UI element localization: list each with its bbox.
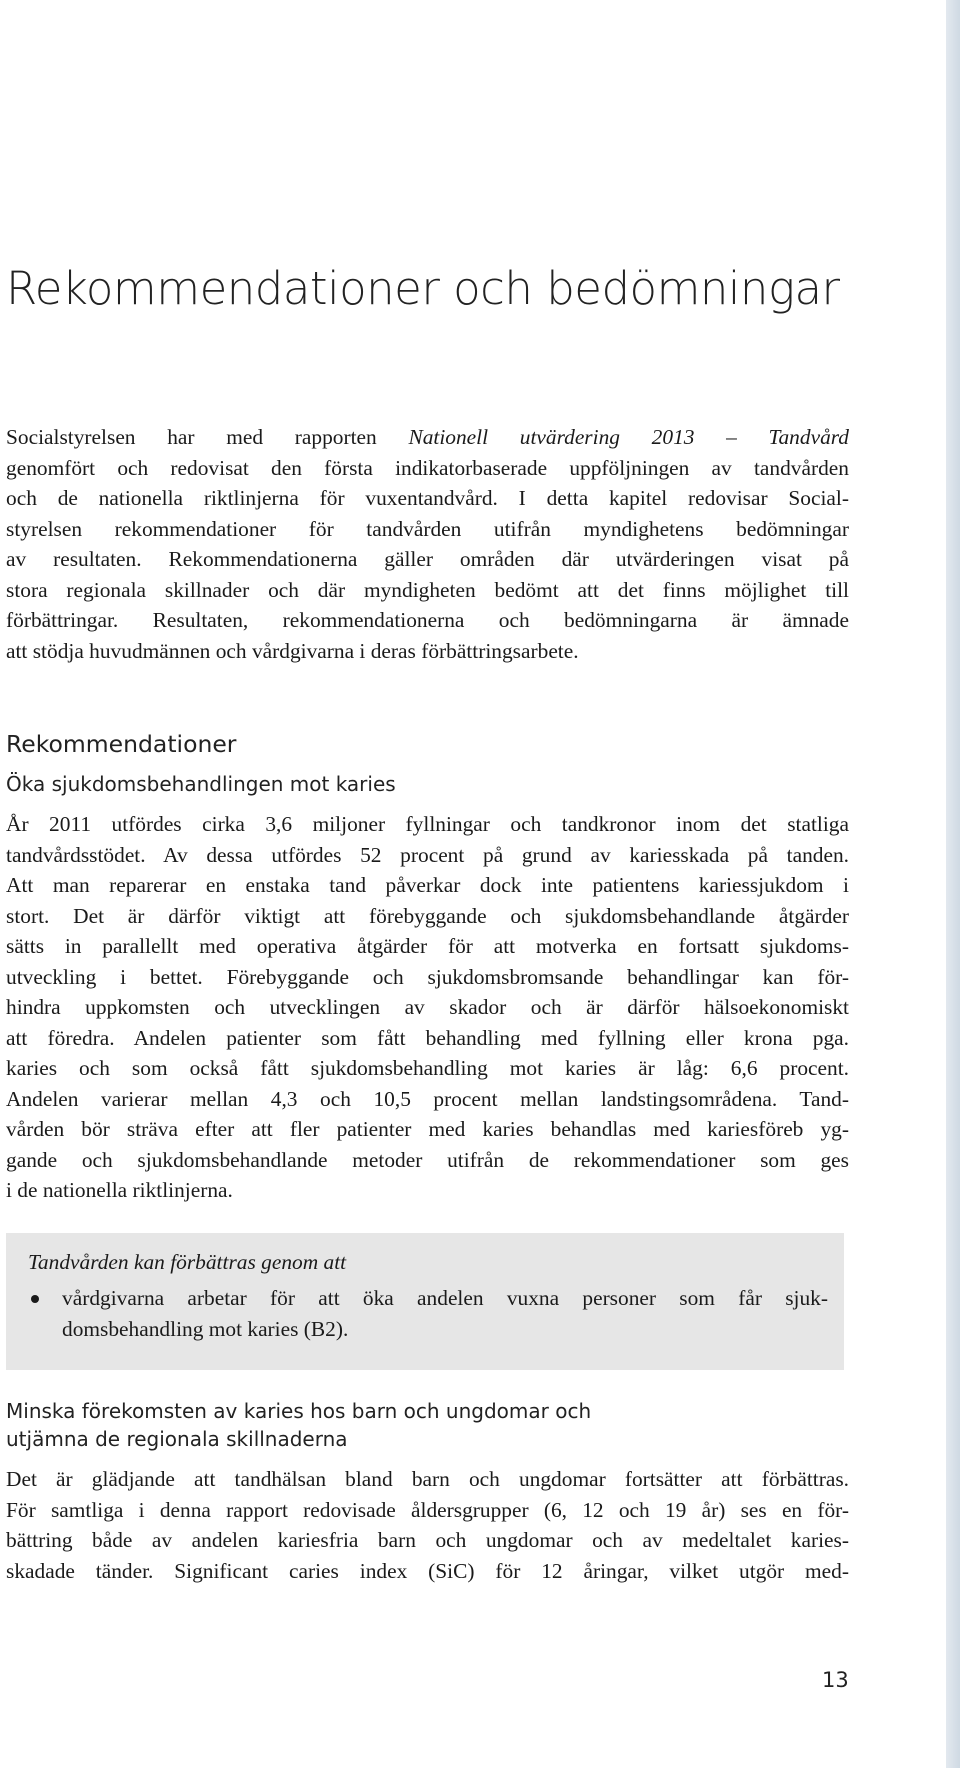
intro-line: att stödja huvudmännen och vårdgivarna i deras förbättringsarbete.	[6, 638, 579, 663]
subheading-line: utjämna de regionala skillnaderna	[6, 1427, 348, 1451]
section1-line: sätts in parallellt med operativa åtgärder för att motverka en fortsatt sjukdoms-	[6, 934, 849, 958]
section1-line: År 2011 utfördes cirka 3,6 miljoner fyllningar och tandkronor inom det statliga	[6, 812, 849, 836]
intro-line: styrelsen rekommendationer för tandvården utifrån myndighetens bedömningar	[6, 516, 849, 541]
intro-line: genomfört och redovisat den första indikatorbaserade uppföljningen av tandvården	[6, 455, 849, 480]
section1-line: i de nationella riktlinjerna.	[6, 1178, 233, 1202]
page-title: Rekommendationer och bedömningar	[6, 262, 840, 315]
section2-line: bättring både av andelen kariesfria barn och ungdomar och av medeltalet karies-	[6, 1528, 849, 1552]
section-heading-rekommendationer: Rekommendationer	[6, 730, 237, 758]
section2-line: Det är glädjande att tandhälsan bland barn och ungdomar fortsätter att förbättras.	[6, 1467, 849, 1491]
section1-line: stort. Det är därför viktigt att förebyggande och sjukdomsbehandlande åtgärder	[6, 903, 849, 928]
section1-line: karies och som också fått sjukdomsbehandling mot karies är låg: 6,6 procent.	[6, 1056, 849, 1080]
recommendation-line: domsbehandling mot karies (B2).	[62, 1316, 349, 1341]
intro-line: stora regionala skillnader och där myndigheten bedömt att det finns möjlighet till	[6, 577, 849, 602]
section1-line: att föredra. Andelen patienter som fått behandling med fyllning eller krona pga.	[6, 1025, 849, 1050]
page-number: 13	[822, 1668, 849, 1692]
section1-line: Att man reparerar en enstaka tand påverkar dock inte patientens kariessjukdom i	[6, 873, 849, 897]
section1-line: utveckling i bettet. Förebyggande och sjukdomsbromsande behandlingar kan för-	[6, 964, 849, 989]
intro-paragraph	[6, 422, 849, 666]
section1-line: Andelen varierar mellan 4,3 och 10,5 procent mellan landstingsområdena. Tand-	[6, 1086, 849, 1111]
recommendation-list	[28, 1283, 828, 1344]
recommendation-box-title: Tandvården kan förbättras genom att	[28, 1250, 347, 1274]
subheading-karies: Öka sjukdomsbehandlingen mot karies	[6, 772, 396, 796]
subheading-line: Minska förekomsten av karies hos barn och ungdomar och	[6, 1399, 592, 1423]
section1-line: hindra uppkomsten och utvecklingen av skador och är därför hälsoekonomiskt	[6, 995, 849, 1019]
section2-line: För samtliga i denna rapport redovisade åldersgrupper (6, 12 och 19 år) ses en för-	[6, 1497, 849, 1522]
subheading-barn-ungdomar	[6, 1397, 591, 1453]
page-edge-bar	[946, 0, 960, 1768]
recommendation-item	[28, 1283, 828, 1344]
section1-paragraph	[6, 809, 849, 1206]
section1-line: gande och sjukdomsbehandlande metoder utifrån de rekommendationer som ges	[6, 1147, 849, 1172]
section2-paragraph	[6, 1464, 849, 1586]
intro-line: Socialstyrelsen har med rapporten Nationell utvärdering 2013 – Tandvård	[6, 425, 849, 449]
report-title-italic: Nationell utvärdering 2013 – Tandvård	[408, 425, 849, 449]
bullet-icon	[31, 1295, 39, 1303]
section1-line: vården bör sträva efter att fler patienter med karies behandlas med kariesföreb yg-	[6, 1117, 849, 1141]
recommendation-line: vårdgivarna arbetar för att öka andelen vuxna personer som får sjuk-	[62, 1286, 828, 1310]
section2-line: skadade tänder. Significant caries index (SiC) för 12 åringar, vilket utgör med-	[6, 1558, 849, 1583]
intro-line: och de nationella riktlinjerna för vuxentandvård. I detta kapitel redovisar Social-	[6, 486, 849, 510]
recommendation-box	[6, 1233, 844, 1370]
intro-line: förbättringar. Resultaten, rekommendationerna och bedömningarna är ämnade	[6, 608, 849, 632]
intro-line: av resultaten. Rekommendationerna gäller områden där utvärderingen visat på	[6, 547, 849, 571]
section1-line: tandvårdsstödet. Av dessa utfördes 52 procent på grund av kariesskada på tanden.	[6, 842, 849, 867]
